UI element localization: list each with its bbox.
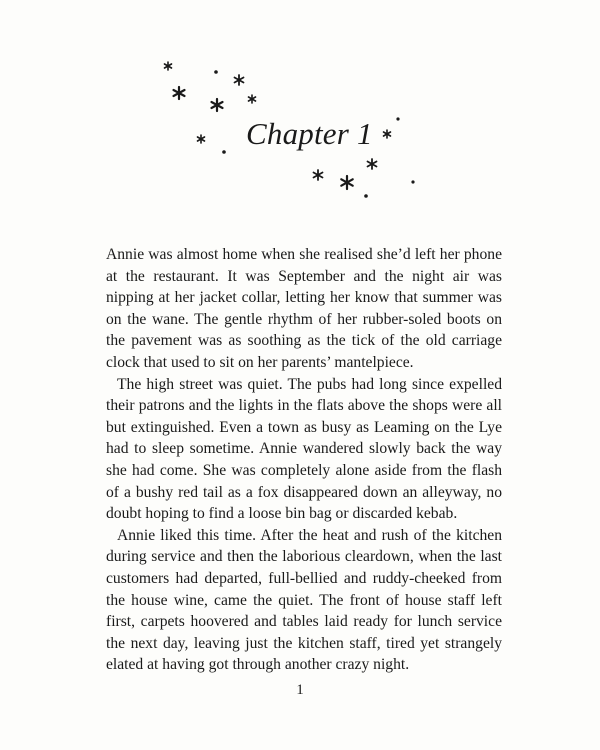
chapter-title: Chapter 1 (246, 116, 373, 151)
page-number: 1 (296, 682, 304, 698)
star-icon (165, 62, 172, 70)
star-icon (314, 170, 323, 180)
star-icon (174, 87, 185, 99)
paragraph-2: The high street was quiet. The pubs had long since expelled their patrons and the lights in the flats above the shops were all but extinguished. Even a town as busy as Leaming on the Lye had to sleep sometime. Annie wandered slowly back the way she had come. She was completely alone aside from the flash of a bushy red tail as a fox disappeared down an alleyway, no doubt hoping to find a loose bin bag or discarded kebab. (106, 375, 502, 523)
dot-icon (364, 194, 368, 198)
stars-ornament-icon (0, 0, 600, 230)
paragraph-1: Annie was almost home when she realised she’d left her phone at the restaurant. It was September and the night air was nipping at her jacket collar, letting her know that summer was on the wane. The gentle rhythm of her rubber-soled boots on the pavement was as soothing as the tick of the old carriage clock that used to sit on her parents’ mantelpiece. (106, 246, 502, 371)
dot-icon (222, 150, 226, 154)
chapter-body (106, 244, 502, 676)
star-icon (368, 159, 377, 169)
star-icon (384, 130, 391, 138)
star-icon (341, 176, 352, 189)
dot-icon (214, 70, 218, 74)
dot-icon (396, 117, 399, 120)
star-icon (249, 95, 256, 103)
star-icon (212, 99, 223, 111)
dot-icon (411, 180, 414, 183)
star-icon (235, 75, 244, 85)
paragraph-3: Annie liked this time. After the heat and rush of the kitchen during service and then the laborious cleardown, when the last customers had departed, full-bellied and ruddy-cheeked from the house wine, came the quiet. The front of house staff left first, carpets hoovered and tables laid ready for lunch service the next day, leaving just the kitchen staff, tired yet strangely elated at having got through another crazy night. (106, 526, 502, 674)
star-icon (198, 135, 205, 143)
